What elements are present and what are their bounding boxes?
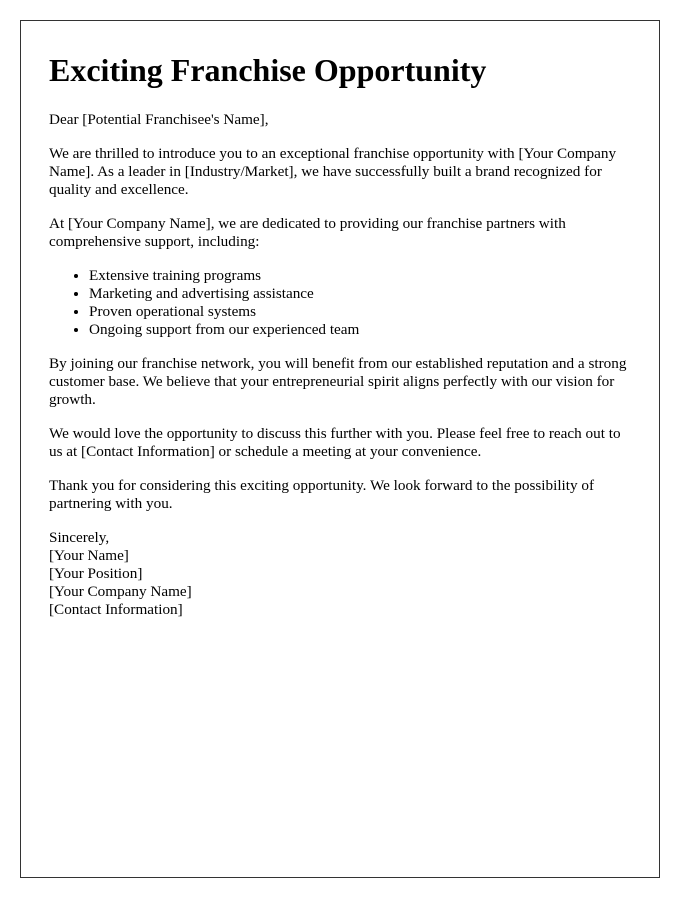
list-item: • Marketing and advertising assistance — [89, 285, 631, 303]
list-item: • Ongoing support from our experienced team — [89, 321, 631, 339]
signature-block — [49, 529, 631, 619]
greeting: Dear [Potential Franchisee's Name], — [49, 111, 269, 128]
closing-paragraph: Thank you for considering this exciting opportunity. We look forward to the possibility of partnering with you. — [49, 477, 595, 512]
signature-closing: Sincerely, — [49, 529, 110, 546]
signature-contact: [Contact Information] — [49, 601, 183, 618]
list-item: • Extensive training programs — [89, 267, 631, 285]
support-paragraph: At [Your Company Name], we are dedicated to providing our franchise partners with comprehensive support, including: — [49, 215, 566, 250]
signature-name: [Your Name] — [49, 547, 129, 564]
list-item: • Proven operational systems — [89, 303, 631, 321]
signature-position: [Your Position] — [49, 565, 143, 582]
support-list — [49, 267, 631, 339]
intro-paragraph: We are thrilled to introduce you to an exceptional franchise opportunity with [Your Company Name]. As a leader in [Industry/Market], we have successfully built a brand recognized for quality and excellence. — [49, 145, 617, 198]
benefits-paragraph: By joining our franchise network, you will benefit from our established reputation and a strong customer base. We believe that your entrepreneurial spirit aligns perfectly with our vision for growth. — [49, 355, 627, 408]
letter-page — [20, 20, 660, 878]
signature-company: [Your Company Name] — [49, 583, 192, 600]
contact-paragraph: We would love the opportunity to discuss this further with you. Please feel free to reach out to us at [Contact Information] or schedule a meeting at your convenience. — [49, 425, 621, 460]
letter-title: Exciting Franchise Opportunity — [49, 52, 487, 88]
